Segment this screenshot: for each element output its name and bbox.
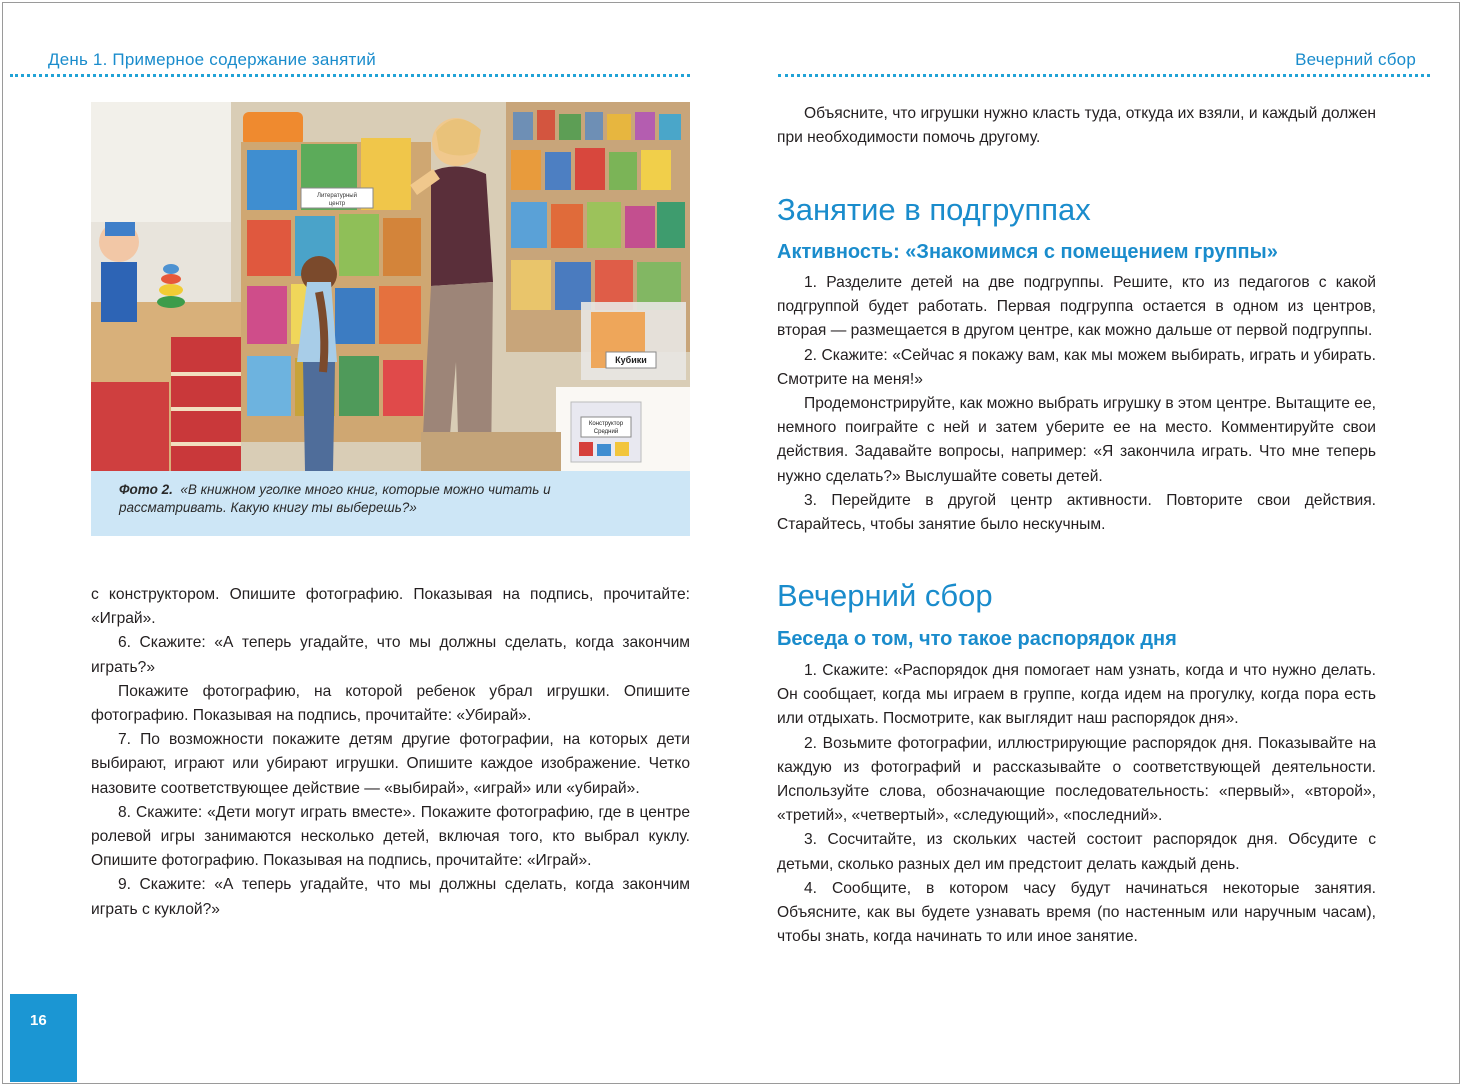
left-paragraph: 9. Скажите: «А теперь угадайте, что мы должны сделать, когда закончим играть с куклой?» [91,876,690,918]
running-head-left: День 1. Примерное содержание занятий [48,50,376,69]
left-paragraph: 6. Скажите: «А теперь угадайте, что мы должны сделать, когда закончим играть?» [91,634,690,676]
left-paragraph: 7. По возможности покажите детям другие фотографии, на которых дети выбирают, играют или убирают игрушки. Опишите каждое изображение. Четко назовите соответствующее действие — «выбирай», «играй» или «убирай». [91,731,690,797]
section-title-evening: Вечерний сбор [777,578,993,613]
left-paragraph: с конструктором. Опишите фотографию. Показывая на подпись, прочитайте: «Играй». [91,586,690,628]
photo-figure [91,102,690,536]
section1-paragraph: Продемонстрируйте, как можно выбрать игрушку в этом центре. Вытащите ее, немного поиграйте с ней и затем уберите ее на место. Комментируйте свои действия. Задавайте вопросы, например: «Я закончила играть. Что мне теперь нужно сделать?» Выслушайте советы детей. [777,395,1376,485]
section2-paragraph: 4. Сообщите, в котором часу будут начинаться некоторые занятия. Объясните, как вы будете узнавать время (по настенным или наручным часам), чтобы знать, когда начинать то или иное занятие. [777,879,1376,946]
left-column-text [91,583,690,922]
section-subtitle-activity: Активность: «Знакомимся с помещением группы» [777,241,1278,263]
section1-paragraph: 1. Разделите детей на две подгруппы. Решите, кто из педагогов с какой подгруппой будет работать. Первая подгруппа остается в одном из центров, вторая — размещается в другом центре, как можно дальше от первой подгруппы. [777,274,1376,340]
section2-paragraph: 1. Скажите: «Распорядок дня помогает нам узнать, когда и что нужно делать. Он сообщает, когда мы играем в группе, когда идем на прогулку, когда пора есть или отдыхать. Посмотрите, как выглядит наш распорядок дня». [777,662,1376,728]
svg-text:Средний: Средний [593,429,619,435]
photo-caption [119,481,659,517]
sign-literary-center: Литературный [317,193,357,199]
section-subtitle-schedule: Беседа о том, что такое распорядок дня [777,628,1177,650]
sign-constructor: Конструктор [588,421,624,427]
caption-label: Фото 2. [119,482,173,497]
page-number: 16 [30,1012,47,1029]
section1-text [777,271,1376,537]
right-intro-text [777,102,1376,150]
left-paragraph: Покажите фотографию, на которой ребенок убрал игрушки. Опишите фотографию. Показывая на подпись, прочитайте: «Убирай». [91,682,690,725]
sign-cubes: Кубики [615,355,647,365]
intro-paragraph: Объясните, что игрушки нужно класть туда, откуда их взяли, и каждый должен при необходимости помочь другому. [777,105,1376,147]
dotted-rule-right [778,74,1430,77]
dotted-rule-left [10,74,690,77]
section1-paragraph: 2. Скажите: «Сейчас я покажу вам, как мы можем выбирать, играть и убирать. Смотрите на меня!» [777,346,1376,388]
section2-paragraph: 3. Сосчитайте, из скольких частей состоит распорядок дня. Обсудите с детьми, сколько разных дел им предстоит делать каждый день. [777,831,1376,873]
caption-text: «В книжном уголке много книг, которые можно читать и рассматривать. Какую книгу ты выберешь?» [119,482,551,515]
page-number-tab [10,994,77,1082]
running-head-right: Вечерний сбор [1295,50,1416,69]
left-paragraph: 8. Скажите: «Дети могут играть вместе». Покажите фотографию, где в центре ролевой игры занимаются несколько детей, включая того, кто выбрал куклу. Опишите фотографию. Показывая на подпись, прочитайте: «Играй». [91,803,690,870]
section2-text [777,659,1376,949]
section1-paragraph: 3. Перейдите в другой центр активности. Повторите свои действия. Старайтесь, чтобы занятие было нескучным. [777,491,1376,534]
photo-bookshelf-scene [91,102,690,471]
section-title-subgroups: Занятие в подгруппах [777,192,1091,227]
svg-text:центр: центр [328,201,346,207]
section2-paragraph: 2. Возьмите фотографии, иллюстрирующие распорядок дня. Показывайте на каждую из фотографий и рассказывайте о соответствующей деятельности. Используйте слова, обозначающие последовательность: «первый», «второй», «третий», «четвертый», «следующий», «последний». [777,734,1376,825]
